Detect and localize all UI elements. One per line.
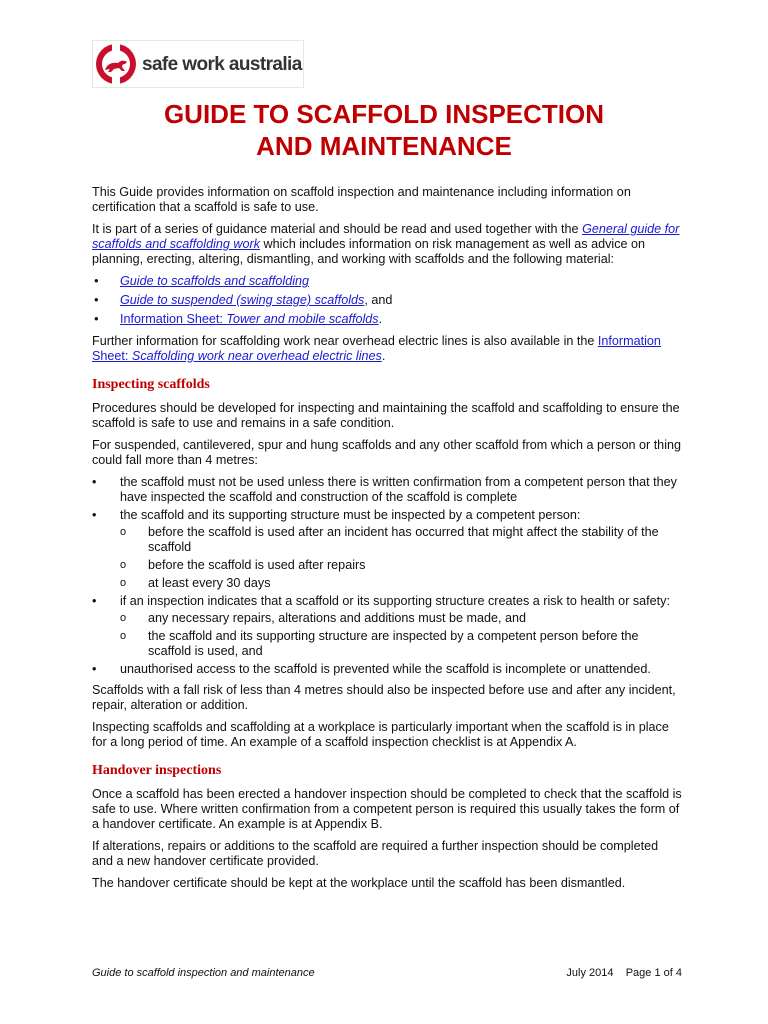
handover-paragraph-3: The handover certificate should be kept at the workplace until the scaffold has been dismantled. — [92, 876, 626, 890]
intro-paragraph-1: This Guide provides information on scaffold inspection and maintenance including information on certification that a scaffold is safe to use. — [92, 185, 631, 214]
list-item — [92, 662, 682, 677]
tower-mobile-scaffolds-link[interactable]: Tower and mobile scaffolds — [226, 312, 379, 326]
sub-item-text: before the scaffold is used after repairs — [148, 558, 366, 572]
circle-bullet-icon: o — [120, 577, 127, 589]
sub-list — [120, 525, 682, 591]
footer-page-number: Page 1 of 4 — [625, 967, 682, 979]
page-title — [0, 98, 768, 162]
bullet-icon: • — [92, 594, 97, 608]
list-item-text: unauthorised access to the scaffold is prevented while the scaffold is incomplete or unattended. — [120, 662, 651, 676]
sub-list-item — [120, 576, 682, 591]
list-item-text: the scaffold must not be used unless there is written confirmation from a competent person that they have inspected the scaffold and construction of the scaffold is complete — [120, 475, 677, 504]
list-item — [92, 293, 682, 308]
bullet-icon: • — [92, 475, 97, 489]
footer-date: July 2014 — [566, 967, 614, 979]
title-line-2: AND MAINTENANCE — [256, 131, 512, 161]
list-item — [92, 274, 682, 289]
info-sheet-link-prefix[interactable]: Information Sheet: — [92, 334, 661, 363]
scaffolds-guide-link[interactable]: Guide to scaffolds and scaffolding — [120, 274, 310, 288]
reference-list — [92, 274, 682, 327]
sub-item-text: before the scaffold is used after an incident has occurred that might affect the stability of the scaffold — [148, 525, 659, 554]
page-footer — [92, 966, 682, 981]
intro-text: It is part of a series of guidance material and should be read and used together with the — [92, 222, 583, 236]
sub-list-item — [120, 525, 682, 555]
document-body — [92, 185, 682, 898]
section-heading-inspecting: Inspecting scaffolds — [92, 377, 210, 392]
footer-doc-title: Guide to scaffold inspection and maintenance — [92, 967, 315, 979]
bullet-icon: • — [94, 312, 99, 326]
list-item — [92, 508, 682, 591]
sub-item-text: at least every 30 days — [148, 576, 271, 590]
circle-bullet-icon: o — [120, 559, 127, 571]
circle-bullet-icon: o — [120, 630, 127, 642]
info-sheet-link-prefix[interactable]: Information Sheet: — [120, 312, 227, 326]
sub-list-item — [120, 629, 682, 659]
sub-list — [120, 611, 682, 659]
sub-list-item — [120, 558, 682, 573]
bullet-icon: • — [92, 508, 97, 522]
sub-item-text: the scaffold and its supporting structure are inspected by a competent person before the scaffold is used, and — [148, 629, 639, 658]
footer-meta — [566, 966, 682, 981]
logo — [92, 40, 302, 88]
bullet-icon: • — [94, 293, 99, 307]
electric-lines-link[interactable]: Scaffolding work near overhead electric lines — [131, 349, 382, 363]
sub-list-item — [120, 611, 682, 626]
general-guide-link[interactable]: General guide for scaffolds and scaffolding work — [92, 222, 680, 251]
inspecting-paragraph-4: Inspecting scaffolds and scaffolding at a workplace is particularly important when the scaffold is in place for a long period of time. An example of a scaffold inspection checklist is at Appendix A. — [92, 720, 669, 749]
list-item — [92, 594, 682, 659]
circle-bullet-icon: o — [120, 612, 127, 624]
inspection-requirements-list — [92, 475, 682, 677]
intro-text-after: which includes information on risk management as well as advice on planning, erecting, altering, dismantling, and working with scaffolds and the following material: — [92, 237, 646, 266]
handover-paragraph-1: Once a scaffold has been erected a handover inspection should be completed to check that the scaffold is safe to use. Where written confirmation from a competent person is required this usually takes the form of a handover certificate. An example is at Appendix B. — [92, 787, 682, 831]
bullet-icon: • — [94, 274, 99, 288]
bullet-icon: • — [92, 662, 97, 676]
suspended-scaffolds-link[interactable]: Guide to suspended (swing stage) scaffolds — [120, 293, 365, 307]
sub-item-text: any necessary repairs, alterations and additions must be made, and — [148, 611, 527, 625]
list-item — [92, 475, 682, 505]
circle-bullet-icon: o — [120, 526, 127, 538]
list-item-text: if an inspection indicates that a scaffold or its supporting structure creates a risk to health or safety: — [120, 594, 670, 608]
kangaroo-emblem-icon — [94, 42, 138, 86]
intro-text: Further information for scaffolding work near overhead electric lines is also available in the — [92, 334, 598, 348]
intro-text-after: . — [381, 349, 386, 363]
section-heading-handover: Handover inspections — [92, 763, 222, 778]
inspecting-paragraph-2: For suspended, cantilevered, spur and hung scaffolds and any other scaffold from which a person or thing could fall more than 4 metres: — [92, 438, 681, 467]
handover-paragraph-2: If alterations, repairs or additions to the scaffold are required a further inspection should be completed and a new handover certificate provided. — [92, 839, 659, 868]
logo-wordmark: safe work australia — [142, 53, 302, 75]
list-suffix: , and — [364, 293, 393, 307]
list-suffix: . — [378, 312, 383, 326]
list-item-text: the scaffold and its supporting structure must be inspected by a competent person: — [120, 508, 581, 522]
inspecting-paragraph-3: Scaffolds with a fall risk of less than 4 metres should also be inspected before use and after any incident, repair, alteration or addition. — [92, 683, 676, 712]
title-line-1: GUIDE TO SCAFFOLD INSPECTION — [163, 99, 605, 129]
intro-paragraph-3 — [92, 334, 682, 364]
inspecting-paragraph-1: Procedures should be developed for inspecting and maintaining the scaffold and scaffolding to ensure the scaffold is safe to use and remains in a safe condition. — [92, 401, 680, 430]
list-item — [92, 312, 682, 327]
intro-paragraph-2 — [92, 222, 682, 267]
